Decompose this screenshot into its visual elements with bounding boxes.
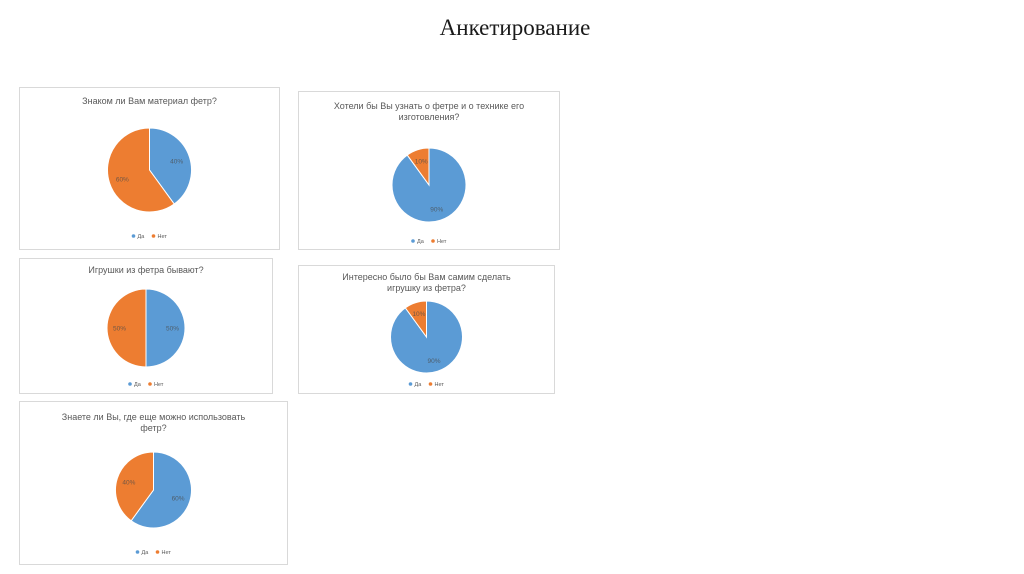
legend-label-no: Нет <box>154 382 164 388</box>
data-label: 50% <box>166 325 180 333</box>
chart-title-line: Знаком ли Вам материал фетр? <box>82 96 217 106</box>
data-label: 40% <box>170 158 184 166</box>
legend-marker-yes <box>411 239 415 243</box>
chart-title-line: Игрушки из фетра бывают? <box>88 265 204 275</box>
legend-marker-no <box>431 239 435 243</box>
legend-marker-yes <box>136 550 140 554</box>
chart-familiar-with-felt <box>19 87 280 250</box>
chart-toys-from-felt <box>19 258 273 394</box>
chart-title-line: изготовления? <box>398 112 460 122</box>
chart-make-toy-yourself <box>298 265 555 394</box>
legend-label-yes: Да <box>137 234 145 240</box>
data-label: 60% <box>115 176 129 184</box>
legend-label-no: Нет <box>434 382 444 388</box>
data-label: 90% <box>427 357 441 365</box>
legend-marker-yes <box>128 382 132 386</box>
legend-label-yes: Да <box>414 382 422 388</box>
legend-marker-no <box>429 382 433 386</box>
data-label: 60% <box>171 495 185 503</box>
legend-label-yes: Да <box>141 550 149 556</box>
chart-title-line: Хотели бы Вы узнать о фетре и о технике его <box>333 101 525 111</box>
pie-chart-svg <box>20 259 272 393</box>
legend-label-yes: Да <box>134 382 141 388</box>
legend-marker-yes <box>409 382 413 386</box>
data-label: 10% <box>414 158 428 166</box>
chart-title-line: игрушку из фетра? <box>387 283 466 293</box>
data-label: 40% <box>122 479 136 487</box>
data-label: 90% <box>430 206 444 214</box>
chart-want-to-learn <box>298 91 560 250</box>
page-title: Анкетирование <box>439 15 591 40</box>
data-label: 10% <box>412 311 426 319</box>
legend-marker-yes <box>132 234 136 238</box>
legend-label-no: Нет <box>157 234 167 240</box>
chart-title-line: Знаете ли Вы, где еще можно использовать <box>61 412 246 422</box>
pie-chart-svg <box>299 266 554 393</box>
legend-label-no: Нет <box>161 550 171 556</box>
chart-title-line: Интересно было бы Вам самим сделать <box>342 272 511 282</box>
legend-marker-no <box>152 234 156 238</box>
legend-label-no: Нет <box>437 239 447 245</box>
legend-label-yes: Да <box>417 239 424 245</box>
pie-chart-svg <box>20 402 287 564</box>
legend-marker-no <box>148 382 152 386</box>
legend-marker-no <box>156 550 160 554</box>
pie-chart-svg <box>299 92 559 249</box>
pie-chart-svg <box>20 88 279 249</box>
data-label: 50% <box>112 325 126 333</box>
chart-where-to-use-felt <box>19 401 288 565</box>
chart-title-line: фетр? <box>140 423 167 433</box>
